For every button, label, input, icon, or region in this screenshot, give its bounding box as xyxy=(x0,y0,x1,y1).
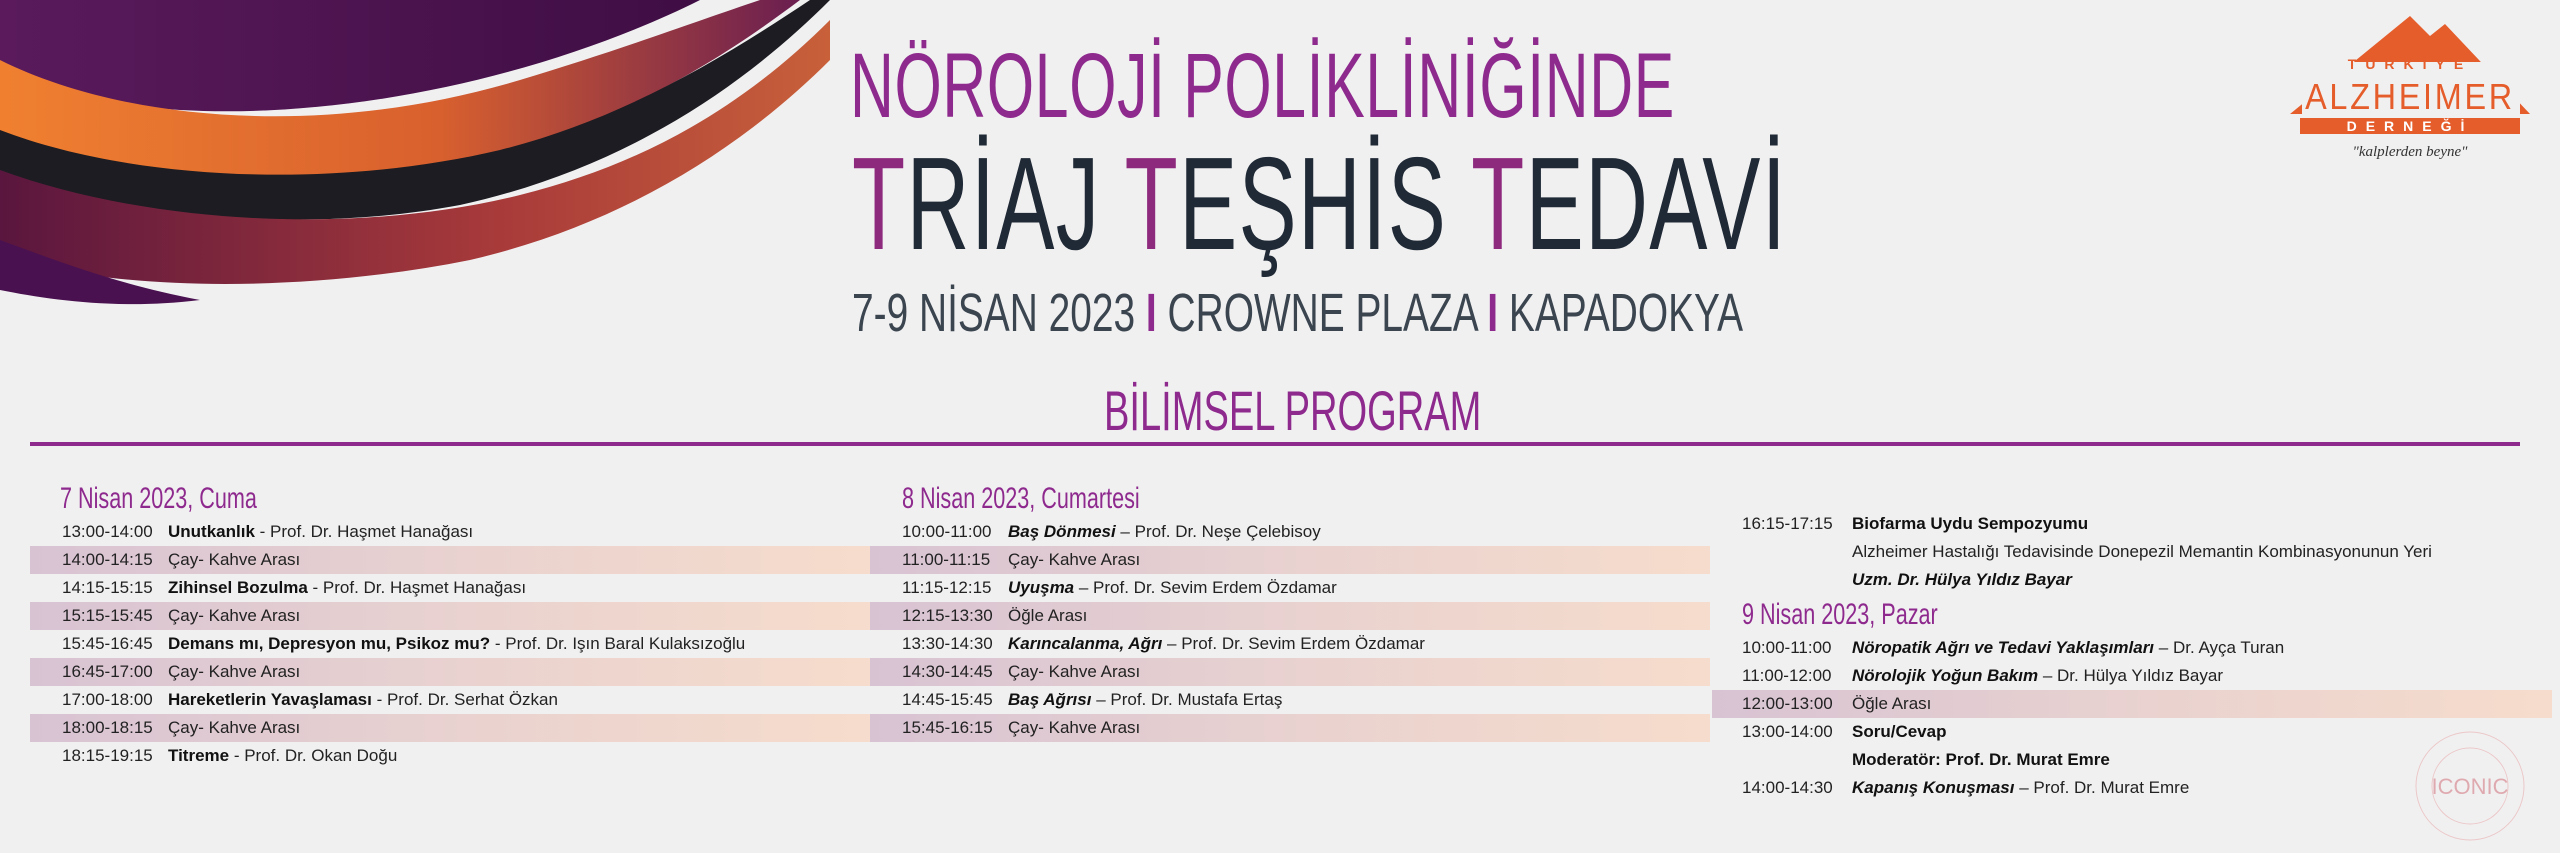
session-speaker: Prof. Dr. Neşe Çelebisoy xyxy=(1134,522,1321,541)
session-speaker: Prof. Dr. Okan Doğu xyxy=(244,746,398,765)
session-topic: Baş Dönmesi xyxy=(1008,522,1116,541)
separator: I xyxy=(1487,283,1499,343)
break-label: Çay- Kahve Arası xyxy=(168,606,301,625)
session-time: 13:00-14:00 xyxy=(1742,722,1833,741)
session-row xyxy=(1712,662,2552,690)
separator: – xyxy=(2014,778,2034,797)
title-line-1: NÖROLOJİ POLİKLİNİĞİNDE xyxy=(850,35,1675,137)
session-time: 16:15-17:15 xyxy=(1742,514,1833,533)
symposium-subtitle-row xyxy=(1712,538,2552,566)
symposium-speaker-row xyxy=(1712,566,2552,594)
section-divider xyxy=(30,442,2520,446)
session-topic: Baş Ağrısı xyxy=(1008,690,1092,709)
session-topic: Hareketlerin Yavaşlaması xyxy=(168,690,372,709)
session-time: 12:00-13:00 xyxy=(1742,694,1833,713)
session-time: 11:00-11:15 xyxy=(902,550,991,569)
break-row xyxy=(30,602,870,630)
title-accent-letter: T xyxy=(1124,130,1180,277)
session-time: 13:30-14:30 xyxy=(902,634,993,653)
session-row xyxy=(30,686,870,714)
title-accent-letter: T xyxy=(852,130,907,277)
session-topic: Titreme xyxy=(168,746,230,765)
event-venue: CROWNE PLAZA xyxy=(1167,283,1477,343)
session-row xyxy=(30,742,870,770)
watermark-center-text: ICONIC xyxy=(2431,774,2509,799)
symposium-subtitle: Alzheimer Hastalığı Tedavisinde Donepezil Memantin Kombinasyonunun Yeri xyxy=(1852,542,2432,561)
session-row xyxy=(870,574,1710,602)
separator: I xyxy=(1145,283,1157,343)
break-row xyxy=(870,546,1710,574)
iconic-watermark-logo xyxy=(2410,726,2530,846)
session-speaker: Prof. Dr. Sevim Erdem Özdamar xyxy=(1093,578,1337,597)
session-time: 15:15-15:45 xyxy=(62,606,153,625)
session-speaker: Prof. Dr. Mustafa Ertaş xyxy=(1110,690,1283,709)
logo-bottom-text: DERNEĞİ xyxy=(2300,118,2520,134)
session-topic: Uyuşma xyxy=(1008,578,1075,597)
separator: - xyxy=(254,522,271,541)
break-label: Öğle Arası xyxy=(1852,694,1932,713)
break-label: Çay- Kahve Arası xyxy=(168,662,301,681)
break-row xyxy=(30,714,870,742)
decorative-swoosh xyxy=(0,0,830,320)
session-time: 12:15-13:30 xyxy=(902,606,993,625)
session-time: 18:15-19:15 xyxy=(62,746,153,765)
session-time: 14:00-14:15 xyxy=(62,550,153,569)
session-time: 11:00-12:00 xyxy=(1742,666,1832,685)
session-time: 14:15-15:15 xyxy=(62,578,153,597)
title-text: EDAVİ xyxy=(1525,130,1788,277)
day-title: 9 Nisan 2023, Pazar xyxy=(1742,598,1938,631)
separator: - xyxy=(490,634,506,653)
separator: – xyxy=(1074,578,1094,597)
break-row xyxy=(1712,690,2552,718)
session-time: 17:00-18:00 xyxy=(62,690,153,709)
session-time: 10:00-11:00 xyxy=(1742,638,1832,657)
session-row xyxy=(870,630,1710,658)
session-time: 18:00-18:15 xyxy=(62,718,153,737)
session-row xyxy=(870,518,1710,546)
session-speaker: Prof. Dr. Serhat Özkan xyxy=(386,690,558,709)
separator: - xyxy=(229,746,245,765)
session-speaker: Dr. Ayça Turan xyxy=(2172,638,2285,657)
session-speaker: Prof. Dr. Haşmet Hanağası xyxy=(322,578,527,597)
session-time: 15:45-16:45 xyxy=(62,634,153,653)
session-speaker: Prof. Dr. Sevim Erdem Özdamar xyxy=(1181,634,1425,653)
session-topic: Kapanış Konuşması xyxy=(1852,778,2015,797)
session-topic: Nöropatik Ağrı ve Tedavi Yaklaşımları xyxy=(1852,638,2155,657)
separator: - xyxy=(307,578,323,597)
session-topic: Soru/Cevap xyxy=(1852,722,1947,741)
session-speaker: Prof. Dr. Haşmet Hanağası xyxy=(270,522,474,541)
session-topic: Moderatör: Prof. Dr. Murat Emre xyxy=(1852,750,2110,769)
event-date: 7-9 NİSAN 2023 xyxy=(852,283,1136,343)
break-row xyxy=(30,658,870,686)
session-row xyxy=(30,630,870,658)
session-time: 15:45-16:15 xyxy=(902,718,993,737)
separator: - xyxy=(371,690,387,709)
separator: – xyxy=(2038,666,2057,685)
session-speaker: Dr. Hülya Yıldız Bayar xyxy=(2057,666,2223,685)
session-row xyxy=(870,686,1710,714)
session-time: 11:15-12:15 xyxy=(902,578,992,597)
break-label: Çay- Kahve Arası xyxy=(1008,718,1141,737)
title-accent-letter: T xyxy=(1471,130,1526,277)
session-topic: Unutkanlık xyxy=(168,522,255,541)
session-topic: Demans mı, Depresyon mu, Psikoz mu? xyxy=(168,634,491,653)
session-topic: Zihinsel Bozulma xyxy=(168,578,308,597)
session-topic: Nörolojik Yoğun Bakım xyxy=(1852,666,2039,685)
program-day-2 xyxy=(870,482,1710,742)
event-date-venue xyxy=(852,282,1743,344)
day-title: 7 Nisan 2023, Cuma xyxy=(60,482,257,515)
alzheimer-dernegi-logo xyxy=(2280,14,2540,164)
logo-slogan: "kalplerden beyne" xyxy=(2352,144,2468,160)
section-title: BİLİMSEL PROGRAM xyxy=(1104,379,1482,442)
break-row xyxy=(870,714,1710,742)
program-day-1 xyxy=(30,482,870,770)
break-row xyxy=(30,546,870,574)
separator: – xyxy=(1162,634,1182,653)
separator: – xyxy=(1115,522,1135,541)
session-time: 10:00-11:00 xyxy=(902,522,992,541)
break-row xyxy=(870,602,1710,630)
break-label: Çay- Kahve Arası xyxy=(1008,662,1141,681)
session-time: 14:45-15:45 xyxy=(902,690,993,709)
break-row xyxy=(870,658,1710,686)
session-topic: Karıncalanma, Ağrı xyxy=(1008,634,1163,653)
day-title: 8 Nisan 2023, Cumartesi xyxy=(902,482,1140,515)
symposium-row xyxy=(1712,510,2552,538)
break-label: Öğle Arası xyxy=(1008,606,1088,625)
session-row xyxy=(30,518,870,546)
title-line-2 xyxy=(852,128,1787,279)
title-text: EŞHİS xyxy=(1179,130,1472,277)
session-row xyxy=(1712,634,2552,662)
separator: – xyxy=(2154,638,2173,657)
symposium-speaker: Uzm. Dr. Hülya Yıldız Bayar xyxy=(1852,570,2072,589)
break-label: Çay- Kahve Arası xyxy=(168,718,301,737)
event-city: KAPADOKYA xyxy=(1508,283,1743,343)
break-label: Çay- Kahve Arası xyxy=(1008,550,1141,569)
session-topic: Biofarma Uydu Sempozyumu xyxy=(1852,514,2089,533)
break-label: Çay- Kahve Arası xyxy=(168,550,301,569)
session-time: 14:30-14:45 xyxy=(902,662,993,681)
session-speaker: Prof. Dr. Murat Emre xyxy=(2033,778,2190,797)
session-time: 14:00-14:30 xyxy=(1742,778,1833,797)
session-time: 16:45-17:00 xyxy=(62,662,153,681)
logo-main-text: ALZHEIMER xyxy=(2305,76,2515,117)
logo-top-text: TÜRKİYE xyxy=(2347,56,2473,72)
separator: – xyxy=(1091,690,1111,709)
session-speaker: Prof. Dr. Işın Baral Kulaksızoğlu xyxy=(505,634,746,653)
session-time: 13:00-14:00 xyxy=(62,522,153,541)
session-row xyxy=(30,574,870,602)
title-text: RİAJ xyxy=(906,130,1125,277)
